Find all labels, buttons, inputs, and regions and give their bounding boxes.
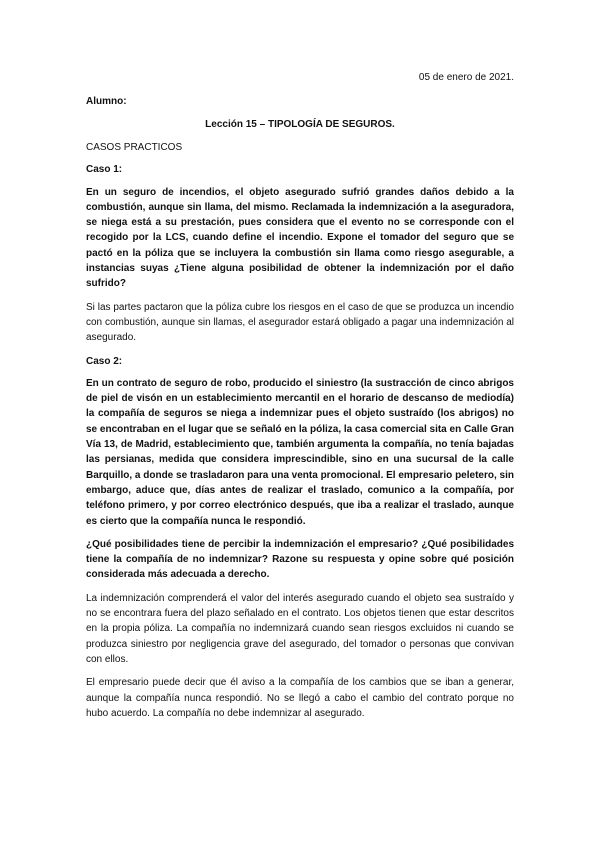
document-body bbox=[86, 140, 514, 729]
case-2-answer-1: La indemnización comprenderá el valor del interés asegurado cuando el objeto sea sustraído y no se encontrara fuera del plazo señalado en el contrato. Los objetos tienen que estar descritos en la propia póliza. La compañía no indemnizará cuando sean riesgos excluidos ni cuando se produzca siniestro por negligencia grave del asegurado, del tomador o personas que convivan con ellos. bbox=[86, 592, 514, 665]
document-date: 05 de enero de 2021. bbox=[418, 72, 514, 83]
document-title: Lección 15 – TIPOLOGÍA DE SEGUROS. bbox=[205, 119, 395, 130]
case-1-question: En un seguro de incendios, el objeto asegurado sufrió grandes daños debido a la combustión, aunque sin llama, del mismo. Reclamada la indemnización a la aseguradora, se niega está a su prestación, pues considera que el evento no se corresponde con el recogido por la LCS, cuando define el incendio. Expone el tomador del seguro que se pactó en la póliza que se incluyera la combustión sin llama como riesgo asegurable, a instancias suyas ¿Tiene alguna posibilidad de obtener la indemnización por el daño sufrido? bbox=[86, 186, 514, 290]
case-1-heading: Caso 1: bbox=[86, 164, 123, 176]
section-label: CASOS PRACTICOS bbox=[86, 142, 183, 153]
student-label: Alumno: bbox=[86, 96, 127, 107]
case-1-answer: Si las partes pactaron que la póliza cubre los riesgos en el caso de que se produzca un incendio con combustión, aunque sin llamas, el asegurador estará obligado a pagar una indemnización al asegurado. bbox=[86, 301, 514, 344]
case-2-question: ¿Qué posibilidades tiene de percibir la indemnización el empresario? ¿Qué posibilidades tiene la compañía de no indemnizar? Razone su respuesta y opine sobre qué posición considerada más adecuada a derecho. bbox=[86, 538, 514, 581]
case-2-heading: Caso 2: bbox=[86, 355, 123, 367]
case-2-answer-2: El empresario puede decir que él aviso a la compañía de los cambios que se iban a generar, aunque la compañía nunca respondió. No se llegó a cabo el cambio del contrato porque no hubo acuerdo. La compañía no debe indemnizar al asegurado. bbox=[86, 677, 514, 719]
case-2-statement: En un contrato de seguro de robo, producido el siniestro (la sustracción de cinco abrigos de piel de visón en un establecimiento mercantil en el horario de descanso de mediodía) la compañía de seguros se niega a indemnizar pues el objeto sustraído (los abrigos) no se encontraban en el lugar que se señaló en la póliza, la casa comercial sita en Calle Gran Vía 13, de Madrid, establecimiento que, también argumenta la compañía, no tenía bajadas las persianas, medida que considera imprescindible, sino en una sucursal de la calle Barquillo, a donde se trasladaron para una venta promocional. El empresario peletero, sin embargo, aduce que, días antes de realizar el traslado, comunico a la compañía, por teléfono primero, y por correo electrónico después, que iba a realizar el traslado, aunque es cierto que la compañía nunca le respondió. bbox=[86, 377, 514, 527]
